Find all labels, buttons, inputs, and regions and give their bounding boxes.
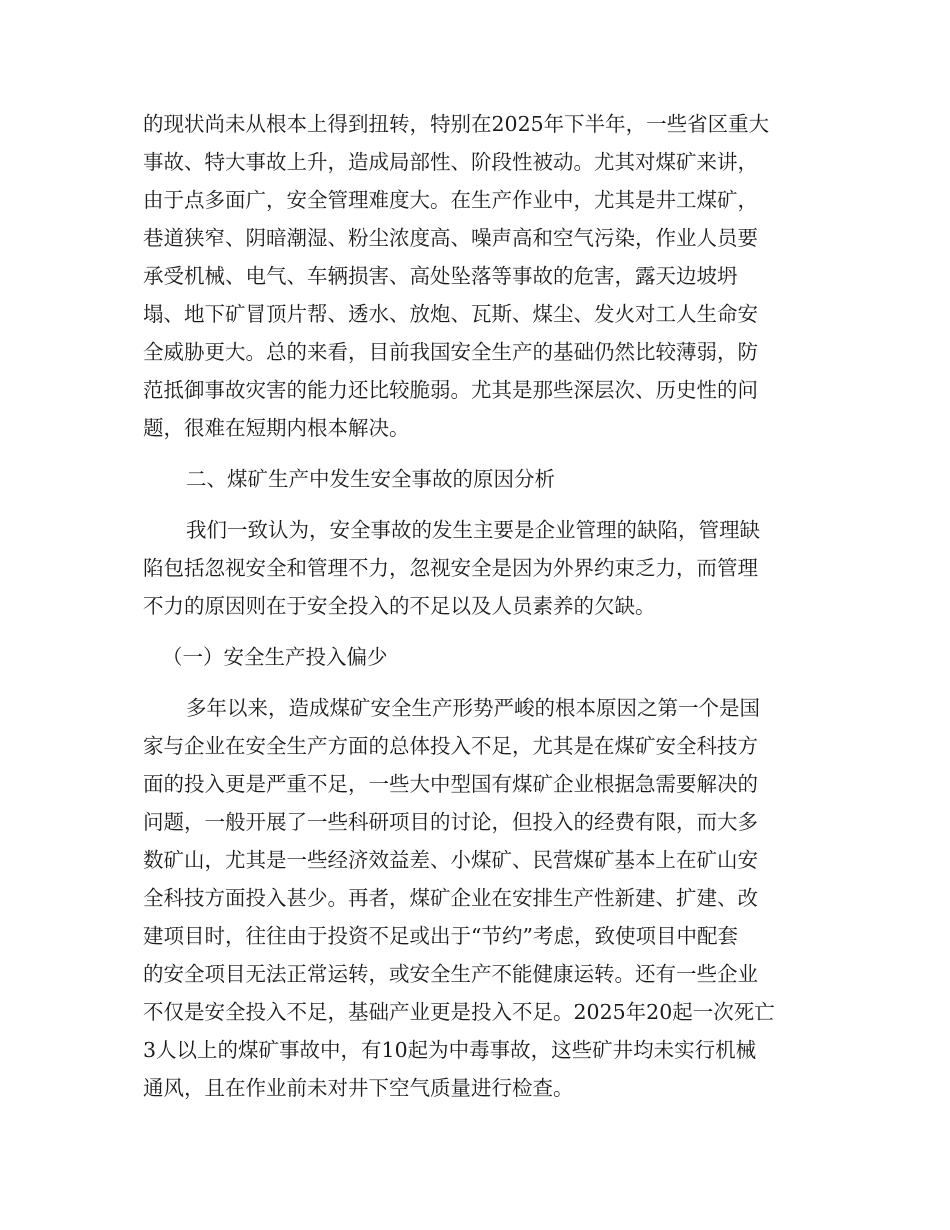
paragraph-line: 建项目时，往往由于投资不足或出于“节约”考虑，致使项目中配套 (143, 924, 738, 948)
paragraph-line: 陷包括忽视安全和管理不力，忽视安全是因为外界约束乏力，而管理 (143, 556, 758, 580)
paragraph-line: 问题，一般开展了一些科研项目的讨论，但投入的经费有限，而大多 (143, 810, 758, 834)
paragraph-line: 承受机械、电气、车辆损害、高处坠落等事故的危害，露天边坡坍 (143, 264, 738, 288)
paragraph-line: 数矿山，尤其是一些经济效益差、小煤矿、民营煤矿基本上在矿山安 (143, 848, 758, 872)
paragraph-line: 多年以来，造成煤矿安全生产形势严峻的根本原因之第一个是国 (186, 696, 760, 720)
paragraph-line: 塌、地下矿冒顶片帮、透水、放炮、瓦斯、煤尘、发火对工人生命安 (143, 302, 758, 326)
paragraph-line: 巷道狭窄、阴暗潮湿、粉尘浓度高、噪声高和空气污染，作业人员要 (143, 226, 758, 250)
paragraph-line: 全科技方面投入甚少。再者，煤矿企业在安排生产性新建、扩建、改 (143, 886, 758, 910)
paragraph-line: 不力的原因则在于安全投入的不足以及人员素养的欠缺。 (143, 594, 656, 618)
paragraph-line: 的安全项目无法正常运转，或安全生产不能健康运转。还有一些企业 (143, 962, 758, 986)
paragraph-line: 通风，且在作业前未对井下空气质量进行检查。 (143, 1076, 574, 1100)
paragraph-line: 范抵御事故灾害的能力还比较脆弱。尤其是那些深层次、历史性的问 (143, 378, 758, 402)
section-heading: 二、煤矿生产中发生安全事故的原因分析 (186, 467, 555, 491)
paragraph-line: 面的投入更是严重不足，一些大中型国有煤矿企业根据急需要解决的 (143, 772, 758, 796)
paragraph-line: 全威胁更大。总的来看，目前我国安全生产的基础仍然比较薄弱，防 (143, 340, 758, 364)
paragraph-line: 3人以上的煤矿事故中，有10起为中毒事故，这些矿井均未实行机械 (143, 1038, 757, 1062)
paragraph-line: 家与企业在安全生产方面的总体投入不足，尤其是在煤矿安全科技方 (143, 734, 758, 758)
paragraph-line: 由于点多面广，安全管理难度大。在生产作业中，尤其是井工煤矿， (143, 188, 758, 212)
paragraph-line: 我们一致认为，安全事故的发生主要是企业管理的缺陷，管理缺 (186, 518, 760, 542)
subsection-heading: （一）安全生产投入偏少 (162, 645, 388, 669)
paragraph-line: 不仅是安全投入不足，基础产业更是投入不足。2025年20起一次死亡 (143, 1000, 775, 1024)
paragraph-line: 的现状尚未从根本上得到扭转，特别在2025年下半年，一些省区重大 (143, 112, 770, 136)
paragraph-line: 事故、特大事故上升，造成局部性、阶段性被动。尤其对煤矿来讲， (143, 150, 758, 174)
paragraph-line: 题，很难在短期内根本解决。 (143, 416, 410, 440)
